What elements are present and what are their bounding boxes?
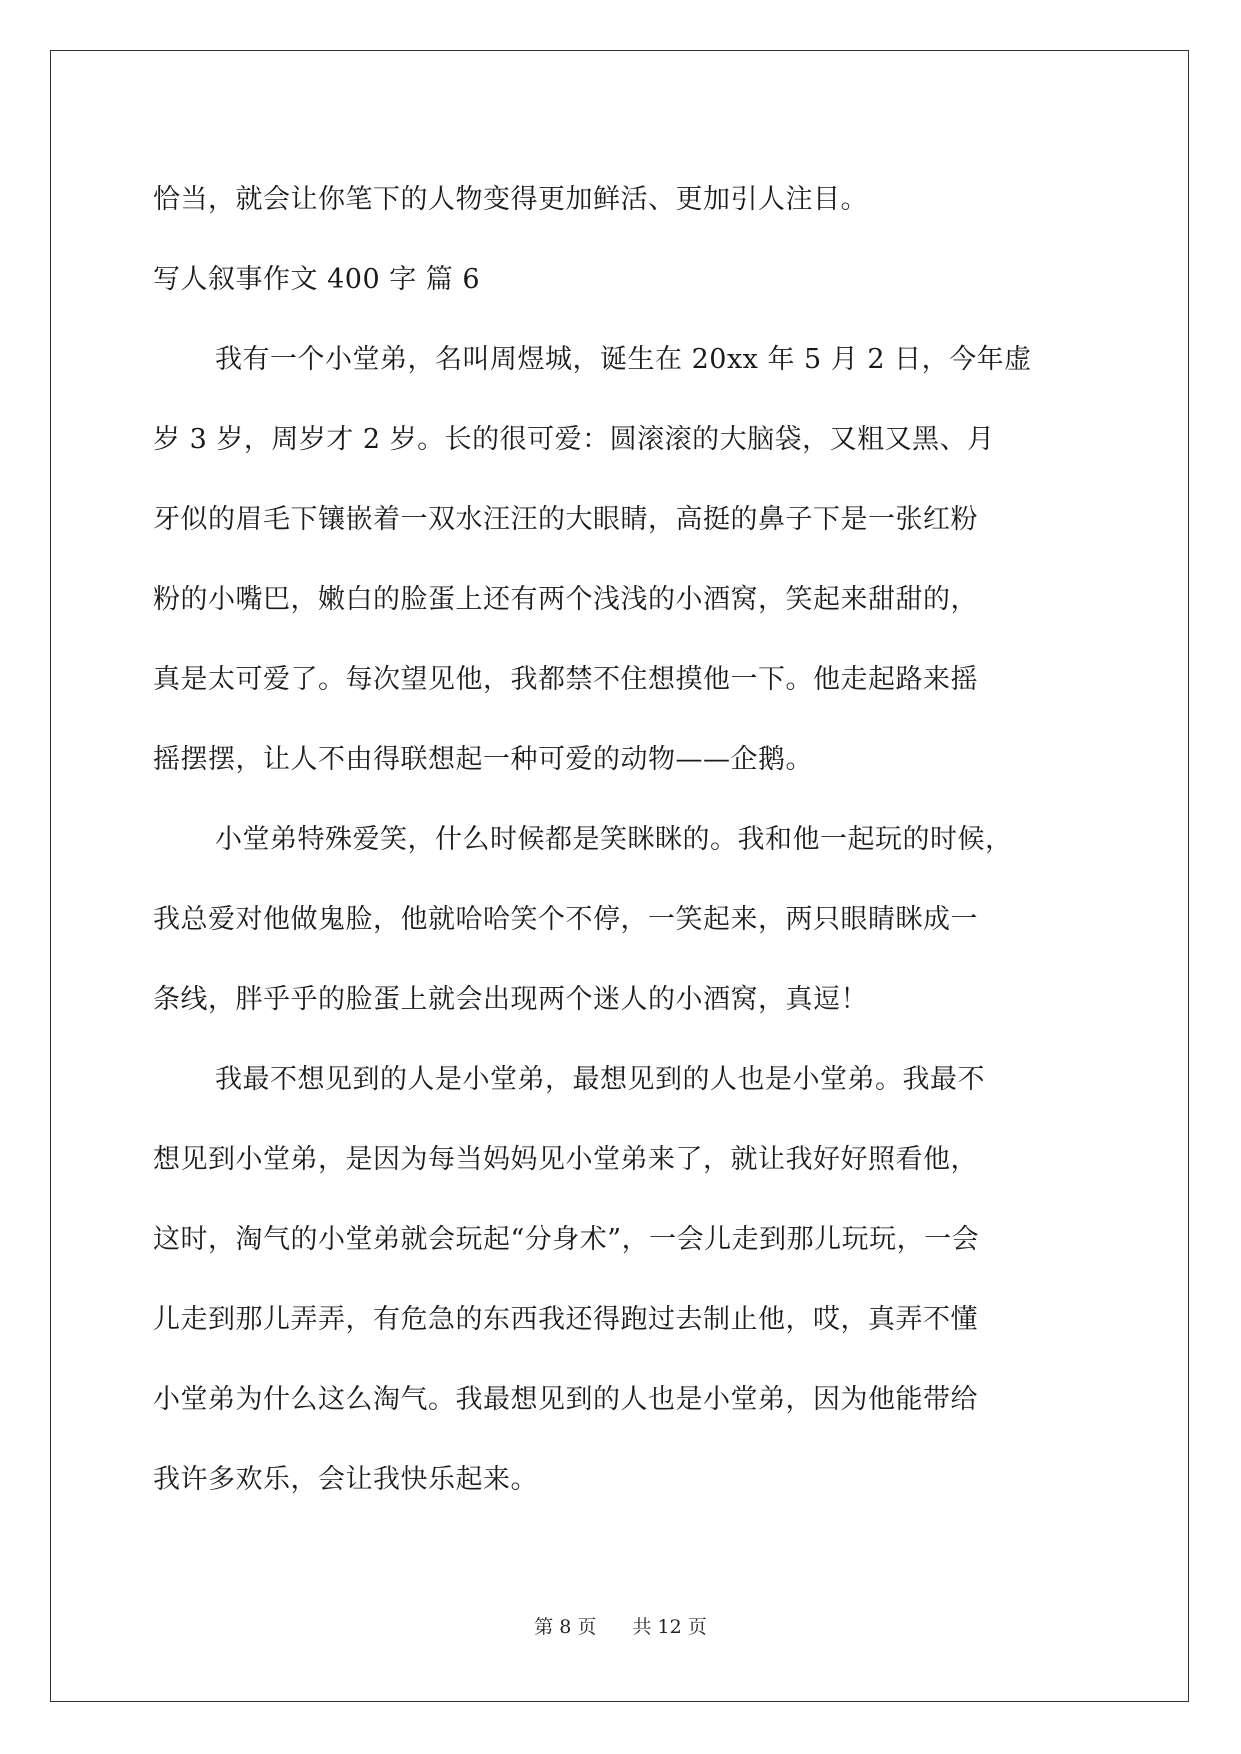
text-line: 我许多欢乐，会让我快乐起来。 <box>153 1464 538 1495</box>
page-footer <box>0 1612 1241 1639</box>
paragraph-first-line: 小堂弟特殊爱笑，什么时候都是笑眯眯的。我和他一起玩的时候， <box>215 824 1013 855</box>
text-line: 岁 3 岁，周岁才 2 岁。长的很可爱：圆滚滚的大脑袋，又粗又黑、月 <box>153 424 995 455</box>
text-line: 条线，胖乎乎的脸蛋上就会出现两个迷人的小酒窝，真逗！ <box>153 984 868 1015</box>
page-number: 第 8 页 <box>534 1616 597 1638</box>
document-body <box>153 160 1089 1520</box>
text-line: 粉的小嘴巴，嫩白的脸蛋上还有两个浅浅的小酒窝，笑起来甜甜的， <box>153 584 978 615</box>
paragraph-first-line: 我有一个小堂弟，名叫周煜城，诞生在 20xx 年 5 月 2 日，今年虚 <box>215 344 1032 375</box>
text-line: 这时，淘气的小堂弟就会玩起“分身术”，一会儿走到那儿玩玩，一会 <box>153 1224 980 1255</box>
paragraph-first-line: 我最不想见到的人是小堂弟，最想见到的人也是小堂弟。我最不 <box>215 1064 985 1095</box>
text-line: 恰当，就会让你笔下的人物变得更加鲜活、更加引人注目。 <box>153 184 868 215</box>
text-line: 牙似的眉毛下镶嵌着一双水汪汪的大眼睛，高挺的鼻子下是一张红粉 <box>153 504 978 535</box>
text-line: 想见到小堂弟，是因为每当妈妈见小堂弟来了，就让我好好照看他， <box>153 1144 978 1175</box>
text-line: 儿走到那儿弄弄，有危急的东西我还得跑过去制止他，哎，真弄不懂 <box>153 1304 978 1335</box>
text-line: 真是太可爱了。每次望见他，我都禁不住想摸他一下。他走起路来摇 <box>153 664 978 695</box>
section-heading: 写人叙事作文 400 字 篇 6 <box>153 264 481 295</box>
page-total: 共 12 页 <box>632 1616 707 1638</box>
text-line: 我总爱对他做鬼脸，他就哈哈笑个不停，一笑起来，两只眼睛眯成一 <box>153 904 978 935</box>
text-line: 小堂弟为什么这么淘气。我最想见到的人也是小堂弟，因为他能带给 <box>153 1384 978 1415</box>
text-line: 摇摆摆，让人不由得联想起一种可爱的动物——企鹅。 <box>153 744 813 775</box>
